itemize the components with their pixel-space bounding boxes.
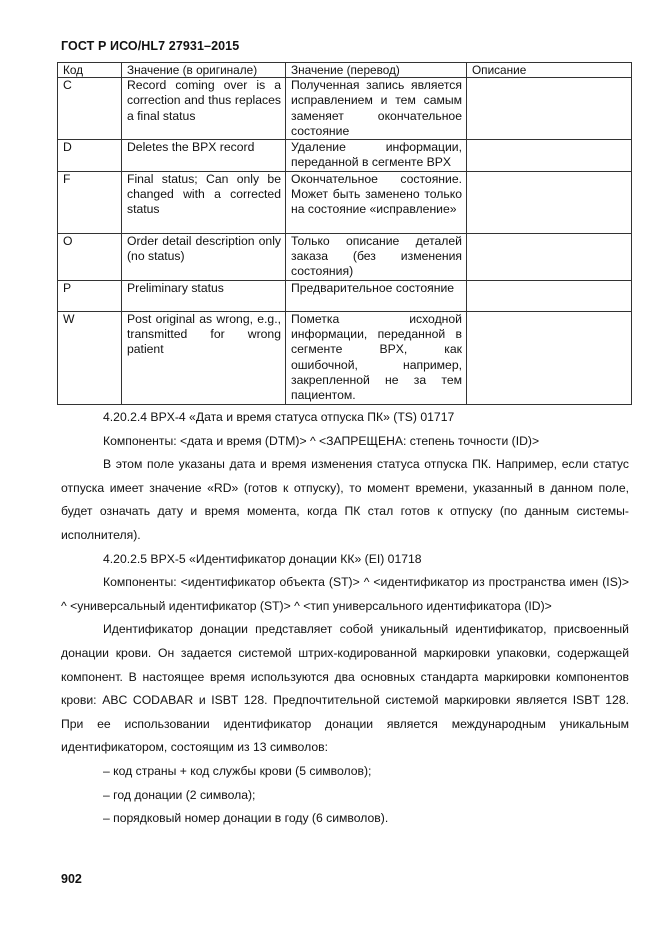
section-heading-bpx5: 4.20.2.5 BPX-5 «Идентификатор донации КК» (EI) 01718 (103, 551, 422, 566)
cell-translation: Полученная запись является исправлением и тем самым заменяет окончательное состояние (286, 78, 467, 140)
cell-translation: Только описание деталей заказа (без изменения состояния) (286, 233, 467, 280)
section-heading-bpx4: 4.20.2.4 BPX-4 «Дата и время статуса отпуска ПК» (TS) 01717 (103, 410, 455, 424)
cell-original: Post original as wrong, e.g., transmitted for wrong patient (122, 311, 286, 404)
col-header-original: Значение (в оригинале) (122, 63, 286, 78)
cell-description (467, 233, 632, 280)
cell-description (467, 171, 632, 233)
table-row (58, 280, 632, 311)
cell-code: O (58, 233, 122, 280)
cell-description (467, 311, 632, 404)
table-header-row (58, 63, 632, 78)
cell-code: P (58, 280, 122, 311)
table-row (58, 233, 632, 280)
cell-original: Record coming over is a correction and thus replaces a final status (122, 78, 286, 140)
page-number: 902 (61, 872, 82, 886)
standard-header: ГОСТ Р ИСО/HL7 27931–2015 (61, 39, 240, 53)
cell-description (467, 140, 632, 172)
cell-code: W (58, 311, 122, 404)
cell-original: Preliminary status (122, 280, 286, 311)
paragraph-bpx5: Идентификатор донации представляет собой уникальный идентификатор, присвоенный донации крови. Он задается системой штрих-кодированной маркировки упаковки, содержащей компонент. В настоящее время используются два основных стандарта маркировки компонентов крови: ABC CODABAR и ISBT 128. Предпочтительной системой маркировки является ISBT 128. При ее использовании идентификатор донации является международным уникальным идентификатором, состоящим из 13 символов: (61, 622, 629, 755)
col-header-translation: Значение (перевод) (286, 63, 467, 78)
cell-original: Final status; Can only be changed with a corrected status (122, 171, 286, 233)
cell-description (467, 78, 632, 140)
cell-code: D (58, 140, 122, 172)
cell-translation: Пометка исходной информации, переданной в сегменте BPX, как ошибочной, например, закрепленной не за тем пациентом. (286, 311, 467, 404)
list-item: – код страны + код службы крови (5 символов); (103, 763, 372, 778)
paragraph-bpx4: В этом поле указаны дата и время изменения статуса отпуска ПК. Например, если статус отпуска имеет значение «RD» (готов к отпуску), то момент времени, указанный в данном поле, будет означать дату и время момента, когда ПК стал готов к отпуску (по данным системы-исполнителя). (61, 457, 629, 542)
components-bpx4: Компоненты: <дата и время (DTM)> ^ <ЗАПРЕЩЕНА: степень точности (ID)> (103, 433, 540, 448)
col-header-description: Описание (467, 63, 632, 78)
cell-code: C (58, 78, 122, 140)
components-bpx5: Компоненты: <идентификатор объекта (ST)> ^ <идентификатор из пространства имен (IS)> ^ <универсальный идентификатор (ST)> ^ <тип универсального идентификатора (ID)> (61, 575, 629, 613)
table-row (58, 140, 632, 172)
status-code-table (57, 62, 632, 405)
body-text (61, 406, 629, 831)
list-item: – порядковый номер донации в году (6 символов). (103, 811, 389, 826)
cell-code: F (58, 171, 122, 233)
col-header-code: Код (58, 63, 122, 78)
cell-original: Deletes the BPX record (122, 140, 286, 172)
cell-translation: Окончательное состояние. Может быть заменено только на состояние «исправление» (286, 171, 467, 233)
table-row (58, 311, 632, 404)
cell-translation: Удаление информации, переданной в сегменте BPX (286, 140, 467, 172)
list-item: – год донации (2 символа); (103, 787, 256, 802)
table-row (58, 171, 632, 233)
table-row (58, 78, 632, 140)
cell-original: Order detail description only (no status) (122, 233, 286, 280)
cell-translation: Предварительное состояние (286, 280, 467, 311)
cell-description (467, 280, 632, 311)
